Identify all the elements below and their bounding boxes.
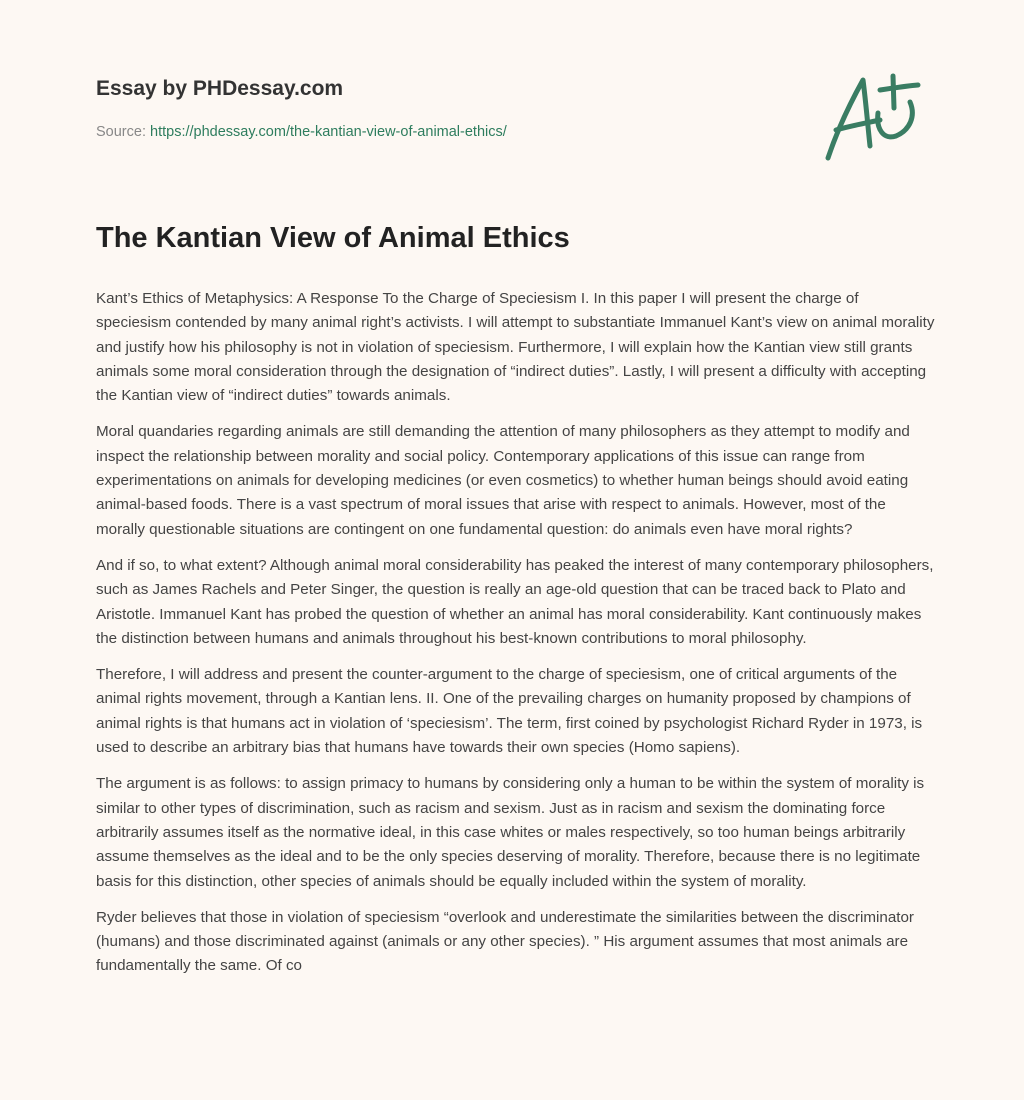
source-line xyxy=(96,124,507,140)
paragraph: Therefore, I will address and present the counter-argument to the charge of speciesism, one of critical arguments of the animal rights movement, through a Kantian lens. II. One of the prevailing charges on humanity proposed by champions of animal rights is that humans act in violation of ‘speciesism’. The term, first coined by psychologist Richard Ryder in 1973, is used to describe an arbitrary bias that humans have towards their own species (Homo sapiens). xyxy=(96,666,923,757)
source-label: Source: xyxy=(96,124,146,140)
paragraph: And if so, to what extent? Although animal moral considerability has peaked the interest of many contemporary philosophers, such as James Rachels and Peter Singer, the question is really an age-old question that can be traced back to Plato and Aristotle. Immanuel Kant has probed the question of whether an animal has moral considerability. Kant continuously makes the distinction between humans and animals throughout his best-known contributions to moral philosophy. xyxy=(96,556,934,647)
site-title: Essay by PHDessay.com xyxy=(96,77,344,100)
a-plus-logo-icon xyxy=(818,68,928,168)
source-link[interactable]: https://phdessay.com/the-kantian-view-of-animal-ethics/ xyxy=(150,124,507,140)
article-body xyxy=(96,287,936,991)
page-header xyxy=(0,0,1024,200)
paragraph: Moral quandaries regarding animals are still demanding the attention of many philosophers as they attempt to modify and inspect the relationship between morality and social policy. Contemporary applications of this issue can range from experimentations on animals for developing medicines (or even cosmetics) to whether human beings should avoid eating animal-based foods. There is a vast spectrum of moral issues that arise with respect to animals. However, most of the morally questionable situations are contingent on one fundamental question: do animals even have moral rights? xyxy=(96,423,910,538)
paragraph: Ryder believes that those in violation of speciesism “overlook and underestimate the similarities between the discriminator (humans) and those discriminated against (animals or any other species). ” His argument assumes that most animals are fundamentally the same. Of co xyxy=(96,908,914,975)
article-title: The Kantian View of Animal Ethics xyxy=(96,222,570,254)
paragraph: The argument is as follows: to assign primacy to humans by considering only a human to be within the system of morality is similar to other types of discrimination, such as racism and sexism. Just as in racism and sexism the dominating force arbitrarily assumes itself as the normative ideal, in this case whites or males respectively, so too human beings arbitrarily assume themselves as the ideal and to be the only species deserving of morality. Therefore, because there is no legitimate basis for this distinction, other species of animals should be equally included within the system of morality. xyxy=(96,775,925,890)
paragraph: Kant’s Ethics of Metaphysics: A Response To the Charge of Speciesism I. In this paper I will present the charge of speciesism contended by many animal right’s activists. I will attempt to substantiate Immanuel Kant’s view on animal morality and justify how his philosophy is not in violation of speciesism. Furthermore, I will explain how the Kantian view still grants animals some moral consideration through the designation of “indirect duties”. Lastly, I will present a difficulty with accepting the Kantian view of “indirect duties” towards animals. xyxy=(96,290,935,405)
